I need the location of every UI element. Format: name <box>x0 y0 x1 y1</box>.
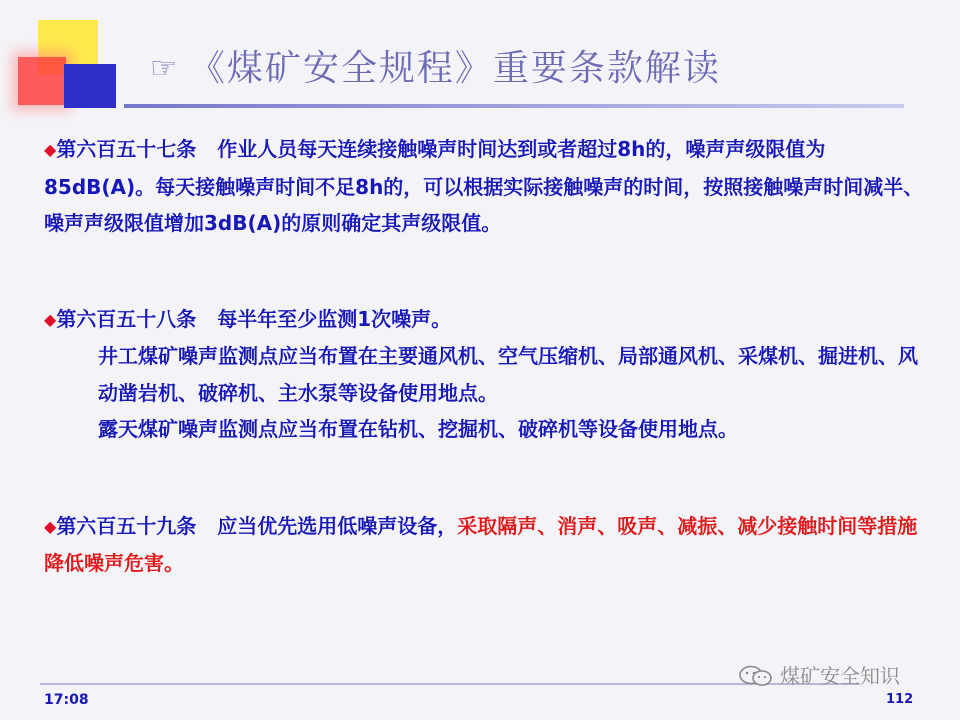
article-657-label: 第六百五十七条 <box>56 137 197 161</box>
article-658-text: 每半年至少监测1次噪声。 <box>217 306 452 331</box>
wechat-icon <box>738 665 774 687</box>
diamond-bullet-icon: ◆ <box>44 309 57 329</box>
page-title <box>150 40 721 90</box>
article-658-para-opencast: 露天煤矿噪声监测点应当布置在钻机、挖掘机、破碎机等设备使用地点。 <box>98 417 738 441</box>
decor-red-square <box>18 57 66 105</box>
page-number: 112 <box>886 692 914 707</box>
article-658-para-underground: 井工煤矿噪声监测点应当布置在主要通风机、空气压缩机、局部通风机、采煤机、掘进机、风动凿岩机、破碎机、主水泵等设备使用地点。 <box>98 344 918 405</box>
title-underline <box>124 104 904 108</box>
article-658-label: 第六百五十八条 <box>56 306 197 331</box>
article-658 <box>44 301 924 339</box>
diamond-bullet-icon: ◆ <box>44 140 57 159</box>
watermark <box>738 660 900 689</box>
watermark-text: 煤矿安全知识 <box>780 664 900 688</box>
diamond-bullet-icon: ◆ <box>44 516 57 536</box>
slide-content <box>44 131 924 582</box>
pointing-hand-icon: ☞ <box>150 51 179 86</box>
article-659-text: 应当优先选用低噪声设备， <box>217 513 458 538</box>
article-659-highlight: 采取隔声、消声、吸声、减振、减少接触时间等措施降低噪声危害。 <box>44 513 918 575</box>
article-657 <box>44 131 924 242</box>
footer-divider <box>40 683 860 685</box>
article-657-text: 作业人员每天连续接触噪声时间达到或者超过8h的，噪声声级限值为85dB(A)。每天接触噪声时间不足8h的，可以根据实际接触噪声的时间，按照接触噪声时间减半、噪声声级限值增加3dB(A)的原则确定其声级限值。 <box>44 137 924 235</box>
title-text: 《煤矿安全规程》重要条款解读 <box>188 48 721 89</box>
decor-blue-square <box>64 64 116 108</box>
footer-time: 17:08 <box>44 692 89 708</box>
article-659-label: 第六百五十九条 <box>56 513 197 538</box>
article-659 <box>44 508 924 582</box>
